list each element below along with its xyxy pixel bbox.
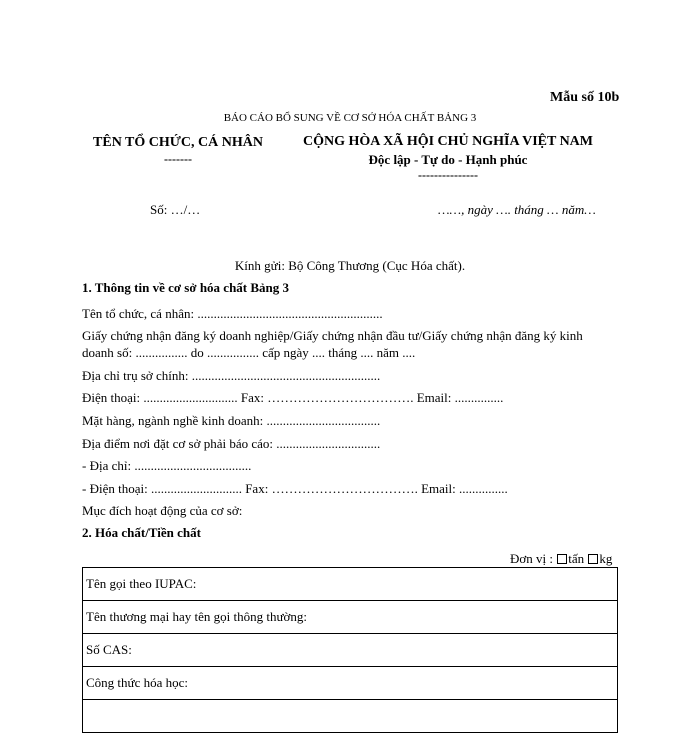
- checkbox-tonne[interactable]: [557, 554, 567, 564]
- table-row: [83, 700, 618, 733]
- form-line: Địa điểm nơi đặt cơ sở phải báo cáo: ................................: [82, 436, 381, 451]
- form-line: Mục đích hoạt động của cơ sở:: [82, 503, 243, 518]
- recipient-line: Kính gửi: Bộ Công Thương (Cục Hóa chất).: [234, 258, 466, 273]
- table-cell: Tên thương mại hay tên gọi thông thường:: [83, 601, 618, 634]
- form-line: Địa chỉ trụ sở chính: ..........................................................: [82, 368, 381, 383]
- organization-divider: -------: [164, 152, 192, 166]
- table-cell: Tên gọi theo IUPAC:: [83, 568, 618, 601]
- form-line: Mặt hàng, ngành nghề kinh doanh: ...................................: [82, 413, 381, 428]
- table-cell: Số CAS:: [83, 634, 618, 667]
- table-cell: [83, 700, 618, 733]
- unit-option-tonne: tấn: [568, 551, 585, 566]
- organization-heading: TÊN TỔ CHỨC, CÁ NHÂN: [93, 135, 263, 150]
- unit-selector: [510, 551, 612, 567]
- section-2-heading: 2. Hóa chất/Tiền chất: [82, 525, 201, 540]
- table-row: [83, 634, 618, 667]
- report-title: BÁO CÁO BỔ SUNG VỀ CƠ SỞ HÓA CHẤT BẢNG 3: [223, 112, 477, 124]
- table-cell: Công thức hóa học:: [83, 667, 618, 700]
- table-row: [83, 667, 618, 700]
- unit-label: Đơn vị :: [510, 551, 553, 566]
- form-line: doanh số: ................ do ................ cấp ngày .... tháng .... năm ....: [82, 345, 416, 360]
- form-line: Giấy chứng nhận đăng ký doanh nghiệp/Giấy chứng nhận đầu tư/Giấy chứng nhận đăng ký kinh: [82, 328, 583, 343]
- form-code: Mẫu số 10b: [550, 90, 620, 105]
- chemical-info-table: [82, 567, 618, 733]
- table-row: [83, 601, 618, 634]
- form-line: Tên tổ chức, cá nhân: .........................................................: [82, 306, 383, 321]
- section-1-heading: 1. Thông tin về cơ sở hóa chất Bảng 3: [82, 280, 290, 295]
- table-row: [83, 568, 618, 601]
- date-line: ……, ngày …. tháng … năm…: [438, 202, 596, 217]
- national-motto: Độc lập - Tự do - Hạnh phúc: [368, 152, 528, 167]
- national-heading: CỘNG HÒA XÃ HỘI CHỦ NGHĨA VIỆT NAM: [302, 134, 593, 149]
- form-line: - Địa chỉ: ....................................: [82, 458, 252, 473]
- motto-divider: ---------------: [418, 168, 478, 182]
- form-line: - Điện thoại: ............................ Fax: ……………………………. Email: ...............: [82, 481, 508, 496]
- checkbox-kg[interactable]: [588, 554, 598, 564]
- document-number: Số: …/…: [150, 202, 201, 217]
- form-line: Điện thoại: ............................. Fax: ……………………………. Email: ...............: [82, 390, 504, 405]
- unit-option-kg: kg: [599, 551, 613, 566]
